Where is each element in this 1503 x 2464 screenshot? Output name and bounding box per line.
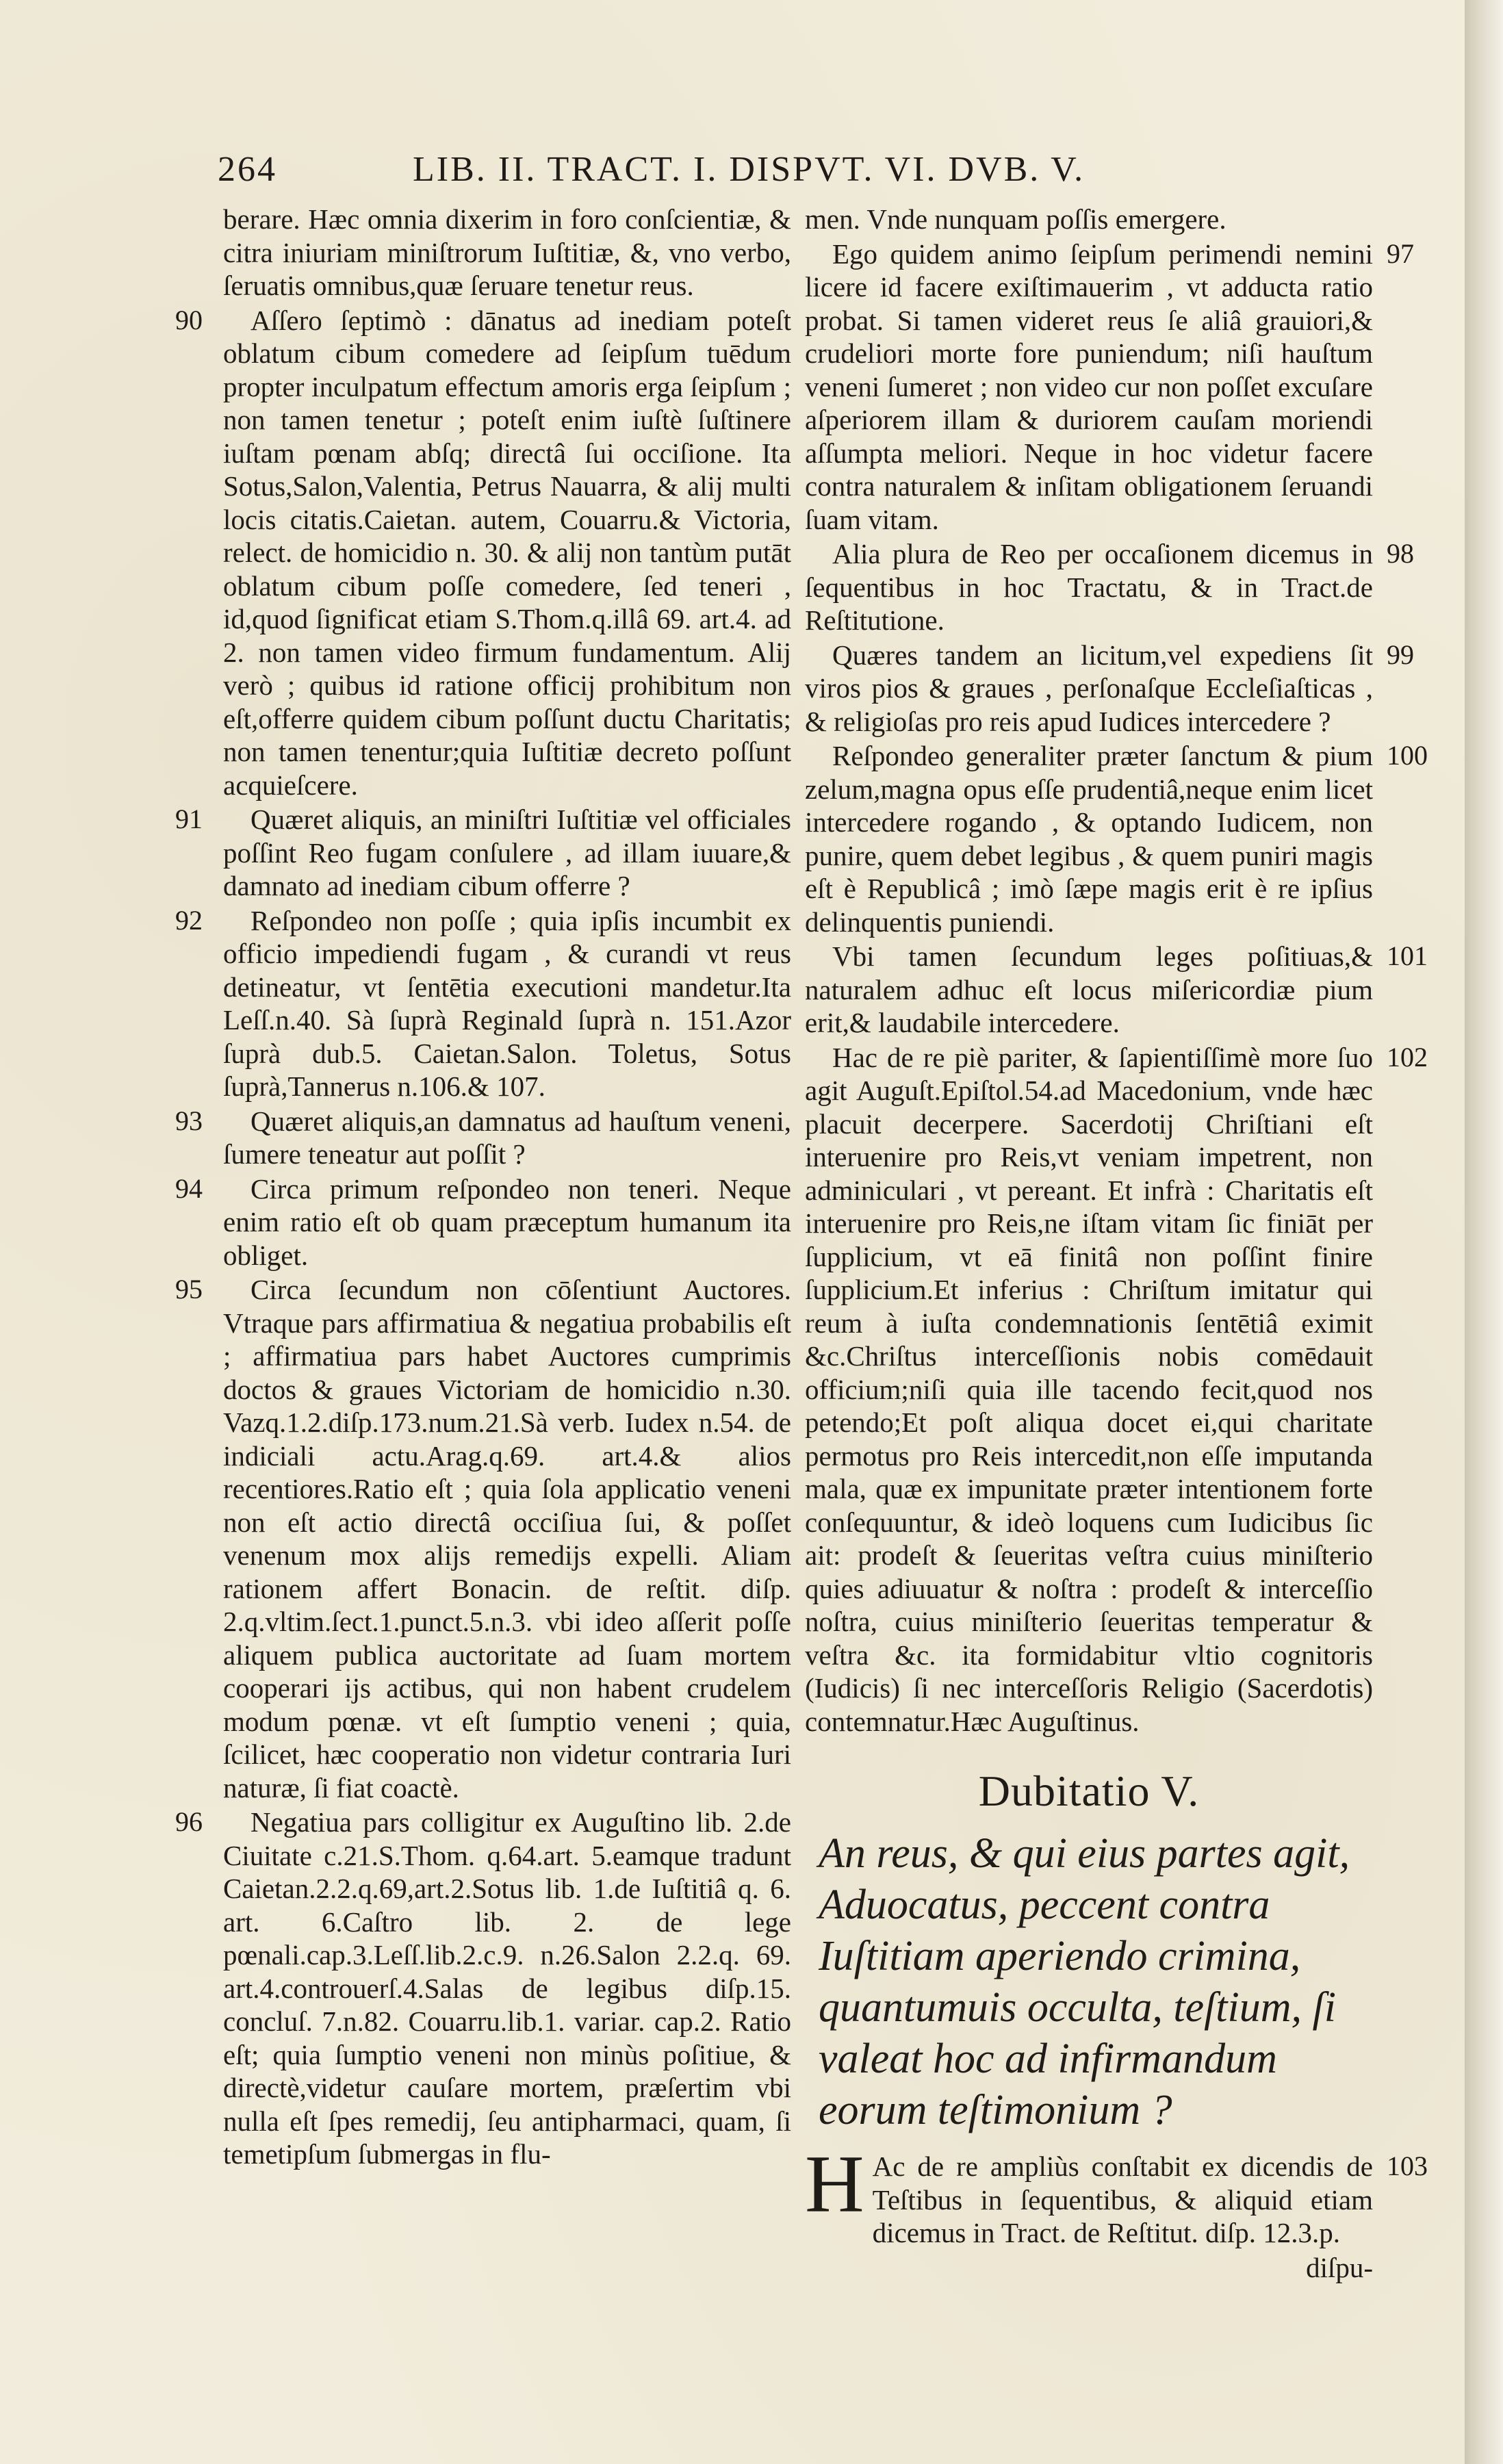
right-column: [805, 203, 1428, 2285]
section-heading: Dubitatio V.: [978, 1767, 1200, 1815]
catchword: diſpu-: [1306, 2251, 1373, 2283]
paragraph-text: Vbi tamen ſecundum leges poſitiuas,& naturalem adhuc eſt locus miſericordiæ pium erit,& laudabile intercedere.: [805, 940, 1373, 1038]
paragraph-text: Reſpondeo generaliter præter ſanctum & pium zelum,magna opus eſſe prudentiâ,neque enim licet intercedere rogando , & optando Iudicem, non punire, quem debet legibus , & quem puniri magis eſt è Republicâ ; imò ſæpe magis erit è re ipſius delinquentis puniendi.: [805, 740, 1373, 938]
paragraph: [175, 904, 791, 1103]
paragraph-text: Quæret aliquis, an miniſtri Iuſtitiæ vel officiales poſſint Reo fugam conſulere , ad illam iuuare,& damnato ad inediam cibum offerre ?: [223, 804, 791, 901]
paragraph: [175, 1172, 791, 1272]
margin-number: 95: [175, 1274, 203, 1305]
margin-number: 93: [175, 1105, 203, 1136]
margin-number: 96: [175, 1806, 203, 1837]
paragraph-text: Circa primum reſpondeo non teneri. Neque enim ratio eſt ob quam præceptum humanum ita obliget.: [223, 1172, 791, 1271]
paragraph: [175, 803, 791, 903]
paragraph-text: berare. Hæc omnia dixerim in foro conſcientiæ, & citra iniuriam miniſtrorum Iuſtitiæ, &, vno verbo, ſeruatis omnibus,quæ ſeruare tenetur reus.: [223, 203, 791, 301]
paragraph-text: Negatiua pars colligitur ex Auguſtino lib. 2.de Ciuitate c.21.S.Thom. q.64.art. 5.eamque tradunt Caietan.2.2.q.69,art.2.Sotus lib. 1.de Iuſtitiâ q. 6. art. 6.Caſtro lib. 2. de lege pœnali.cap.3.Leſſ.lib.2.c.9. n.26.Salon 2.2.q. 69. art.4.controuerſ.4.Salas de legibus diſp.15. concluſ. 7.n.82. Couarru.lib.1. variar. cap.2. Ratio eſt; quia ſumptio veneni non minùs poſitiue, & directè,videtur cauſare mortem, præſertim vbi nulla eſt ſpes remedij, ſeu antipharmaci, quam, ſi temetipſum ſubmergas in flu-: [223, 1806, 791, 2170]
paragraph-text: Quæres tandem an licitum,vel expediens ſit viros pios & graues , perſonaſque Eccleſiaſticas , & religioſas pro reis apud Iudices intercedere ?: [805, 639, 1373, 737]
drop-cap: H: [805, 2138, 864, 2229]
paragraph: [805, 940, 1428, 1040]
margin-number: 97: [1387, 238, 1414, 269]
paragraph: [223, 203, 791, 303]
margin-number: 100: [1387, 740, 1428, 771]
paragraph-text: Alia plura de Reo per occaſionem dicemus in ſequentibus in hoc Tractatu, & in Tract.de Reſtitutione.: [805, 538, 1373, 636]
margin-number: 101: [1387, 940, 1428, 971]
paragraph-text: Quæret aliquis,an damnatus ad hauſtum veneni, ſumere teneatur aut poſſit ?: [223, 1105, 791, 1170]
paragraph-text: men. Vnde nunquam poſſis emergere.: [805, 203, 1226, 235]
running-title: LIB. II. TRACT. I. DISPVT. VI. DVB. V.: [413, 150, 1086, 189]
paragraph: [175, 1105, 791, 1171]
section-question: An reus, & qui eius partes agit, Aduocatus, peccent contra Iuſtitiam aperiendo crimina, quantumuis occulta, teſtium, ſi valeat hoc ad infirmandum eorum teſtimonium ?: [819, 1830, 1350, 2133]
paragraph-text: Aſſero ſeptimò : dānatus ad inediam poteſt oblatum cibum comedere ad ſeipſum tuēdum propter inculpatum effectum amoris erga ſeipſum ; non tamen tenetur ; poteſt enim iuſtè ſuſtinere iuſtam pœnam abſq; directâ ſui occiſione. Ita Sotus,Salon,Valentia, Petrus Nauarra, & alij multi locis citatis.Caietan. autem, Couarru.& Victoria, relect. de homicidio n. 30. & alij non tantùm putāt oblatum cibum poſſe comedere, ſed teneri , id,quod ſignificat etiam S.Thom.q.illâ 69. art.4. ad 2. non tamen video firmum fundamentum. Alij verò ; quibus id ratione officij prohibitum non eſt,offerre quidem cibum poſſunt ductu Charitatis; non tamen tenentur;quia Iuſtitiæ decreto poſſunt acquieſcere.: [223, 304, 791, 801]
paragraph: [805, 2138, 1428, 2250]
margin-number: 103: [1387, 2151, 1428, 2181]
paragraph-text: Reſpondeo non poſſe ; quia ipſis incumbit ex officio impediendi fugam , & curandi vt reus detineatur, vt ſentētia executioni mandetur.Ita Leſſ.n.40. Sà ſuprà Reginald ſuprà n. 151.Azor ſuprà dub.5. Caietan.Salon. Toletus, Sotus ſuprà,Tannerus n.106.& 107.: [223, 904, 791, 1102]
paragraph: [805, 203, 1373, 236]
paragraph: [805, 238, 1414, 537]
paragraph: [175, 304, 791, 802]
paragraph-text: Ego quidem animo ſeipſum perimendi nemini licere id facere exiſtimauerim , vt adducta ratio probat. Si tamen videret reus ſe aliâ grauiori,& crudeliori morte fore puniendum; niſi hauſtum veneni ſumeret ; non video cur non poſſet excuſare aſperiorem illam & duriorem cauſam moriendi aſſumpta meliori. Neque in hoc videtur facere contra naturalem & inſitam obligationem ſeruandi ſuam vitam.: [805, 238, 1373, 535]
margin-number: 102: [1387, 1041, 1428, 1073]
margin-number: 92: [175, 904, 203, 936]
paragraph: [805, 739, 1428, 938]
page-header: [218, 149, 1218, 198]
paragraph-text: Ac de re ampliùs conſtabit ex dicendis de Teſtibus in ſequentibus, & aliquid etiam dicemus in Tract. de Reſtitut. diſp. 12.3.p.: [872, 2151, 1373, 2248]
paragraph: [175, 1806, 791, 2171]
paragraph: [805, 639, 1414, 739]
margin-number: 99: [1387, 639, 1414, 670]
margin-number: 90: [175, 304, 203, 335]
paragraph-text: Circa ſecundum non cōſentiunt Auctores. Vtraque pars affirmatiua & negatiua probabilis eſt ; affirmatiua pars habet Auctores cumprimis doctos & graues Victoriam de homicidio n.30. Vazq.1.2.diſp.173.num.21.Sà verb. Iudex n.54. de indiciali actu.Arag.q.69. art.4.& alios recentiores.Ratio eſt ; quia ſola applicatio veneni non eſt actio directâ occiſiua ſui, & poſſet venenum mox alijs remedijs expelli. Aliam rationem affert Bonacin. de reſtit. diſp. 2.q.vltim.ſect.1.punct.5.n.3. vbi ideo aſſerit poſſe aliquem publica auctoritate ad ſuam mortem cooperari ijs actibus, qui non habent crudelem modum pœnæ. vt eſt ſumptio veneni ; quia, ſcilicet, hæc cooperatio non videtur contraria Iuri naturæ, ſi fiat coactè.: [223, 1274, 791, 1804]
margin-number: 94: [175, 1172, 203, 1204]
paragraph: [175, 1273, 791, 1804]
page-number: 264: [218, 150, 277, 189]
paragraph-text: Hac de re piè pariter, & ſapientiſſimè more ſuo agit Auguſt.Epiſtol.54.ad Macedonium, vnde hæc placuit decerpere. Sacerdotij Chriſtiani eſt interuenire pro Reis,vt veniam impetrent, non adminiculari , vt pereant. Et infrà : Charitatis eſt interuenire pro Reis,ne iſtam vitam ſic finiāt per ſupplicium, vt eā finitâ non poſſint finire ſupplicium.Et inferius : Chriſtum imitatur qui reum à iuſta condemnationis ſentētiâ eximit &c.Chriſtus interceſſionis nobis comēdauit officium;niſi quia ille tacendo fecit,quod nos petendo;Et poſt aliqua docet ei,qui charitate permotus pro Reis intercedit,non eſſe imputanda mala, quæ ex impunitate præter intentionem forte conſequuntur, & ideò loquens cum Iudicibus ſic ait: prodeſt & ſeueritas veſtra cuius miniſterio quies adiuuatur & noſtra : prodeſt & interceſſio noſtra, cuius miniſterio ſeueritas temperatur & veſtra &c. ita formidabitur vltio cognitoris (Iudicis) ſi nec interceſſoris Religio (Sacerdotis) contemnatur.Hæc Auguſtinus.: [805, 1041, 1373, 1737]
margin-number: 91: [175, 804, 203, 834]
left-column: [175, 203, 791, 2172]
paragraph: [805, 1041, 1428, 1738]
margin-number: 98: [1387, 538, 1414, 569]
paragraph: [805, 537, 1414, 637]
